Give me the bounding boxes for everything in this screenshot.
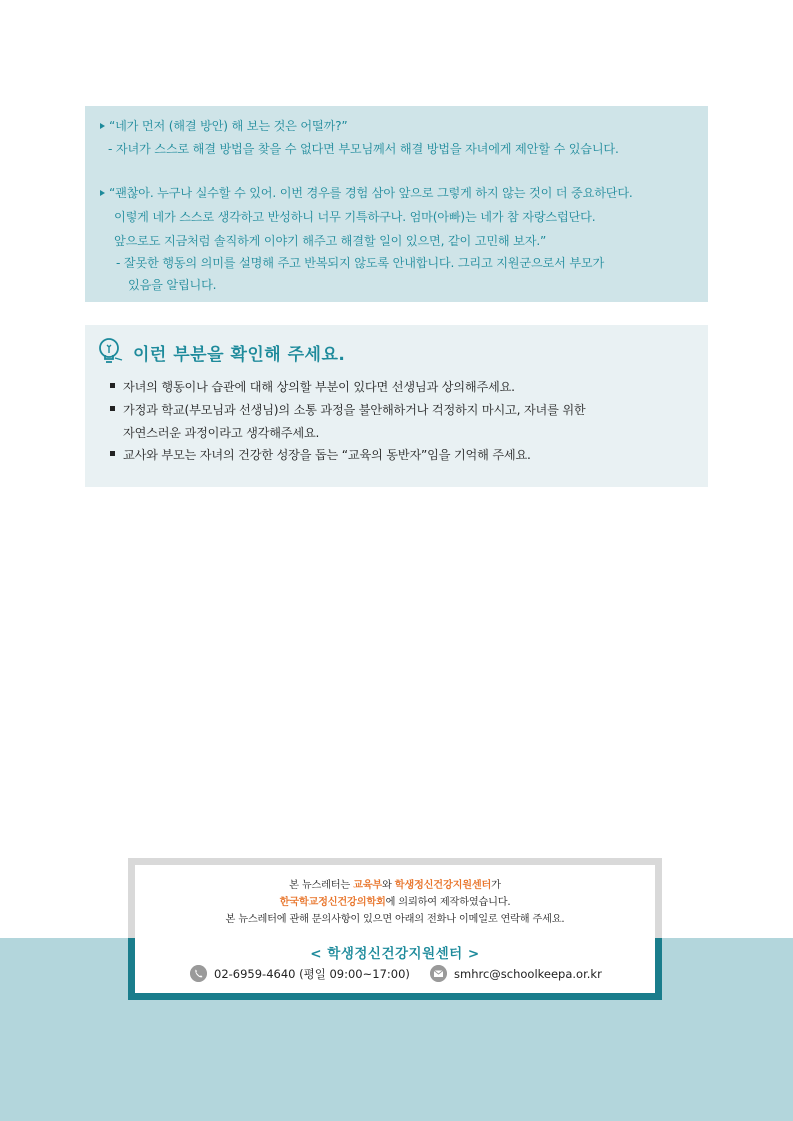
- phone-icon: [190, 965, 207, 982]
- checklist-title: 이런 부분을 확인해 주세요.: [133, 345, 346, 365]
- lightbulb-icon: [98, 336, 124, 366]
- square-bullet-icon: [110, 383, 115, 388]
- mail-icon: [430, 965, 447, 982]
- notice-text: 와: [382, 880, 395, 891]
- notice-text: 본 뉴스레터는: [289, 880, 354, 891]
- org-moe: 교육부: [353, 880, 383, 891]
- triangle-bullet-icon: [100, 123, 105, 129]
- tip-2-note-line1: - 잘못한 행동의 의미를 설명해 주고 반복되지 않도록 안내합니다. 그리고 지원군으로서 부모가: [116, 256, 605, 270]
- triangle-bullet-icon: [100, 190, 105, 196]
- notice-text: 가: [491, 880, 501, 891]
- tip-2-quote-line1: “괜찮아. 누구나 실수할 수 있어. 이번 경우를 경험 삼아 앞으로 그렇게 하지 않는 것이 더 중요하단다.: [109, 186, 633, 200]
- notice-line-1: [128, 876, 662, 891]
- checklist-item-1: 자녀의 행동이나 습관에 대해 상의할 부분이 있다면 선생님과 상의해주세요.: [123, 380, 515, 394]
- tip-2-quote-line3: 앞으로도 지금처럼 솔직하게 이야기 해주고 해결할 일이 있으면, 같이 고민해 보자.”: [114, 234, 547, 248]
- phone-number[interactable]: 02-6959-4640 (평일 09:00~17:00): [214, 967, 410, 981]
- email-address[interactable]: smhrc@schoolkeepa.or.kr: [454, 967, 602, 981]
- tip-1: [100, 117, 348, 134]
- square-bullet-icon: [110, 451, 115, 456]
- notice-line-2: [128, 893, 662, 908]
- tip-2-quote-line2: 이렇게 네가 스스로 생각하고 반성하니 너무 기특하구나. 엄마(아빠)는 네가 참 자랑스럽단다.: [114, 210, 596, 224]
- org-center: 학생정신건강지원센터: [394, 880, 492, 891]
- tip-2: [100, 184, 633, 201]
- checklist-item-2: 가정과 학교(부모님과 선생님)의 소통 과정을 불안해하거나 걱정하지 마시고, 자녀를 위한: [123, 403, 586, 417]
- tip-1-quote: “네가 먼저 (해결 방안) 해 보는 것은 어떨까?”: [109, 119, 348, 133]
- center-name: < 학생정신건강지원센터 >: [310, 946, 480, 962]
- checklist-item-3: 교사와 부모는 자녀의 건강한 성장을 돕는 “교육의 동반자”임을 기억해 주세요.: [123, 448, 531, 462]
- org-association: 한국학교정신건강의학회: [279, 897, 386, 908]
- square-bullet-icon: [110, 406, 115, 411]
- tip-2-note-line2: 있음을 알립니다.: [128, 278, 217, 292]
- tips-box: [85, 106, 708, 302]
- notice-line-3: 본 뉴스레터에 관해 문의사항이 있으면 아래의 전화나 이메일로 연락해 주세요.: [225, 914, 565, 925]
- checklist-item-2-cont: 자연스러운 과정이라고 생각해주세요.: [123, 426, 320, 440]
- notice-text: 에 의뢰하여 제작하였습니다.: [385, 897, 511, 908]
- tip-1-note: - 자녀가 스스로 해결 방법을 찾을 수 없다면 부모님께서 해결 방법을 자녀에게 제안할 수 있습니다.: [108, 142, 619, 156]
